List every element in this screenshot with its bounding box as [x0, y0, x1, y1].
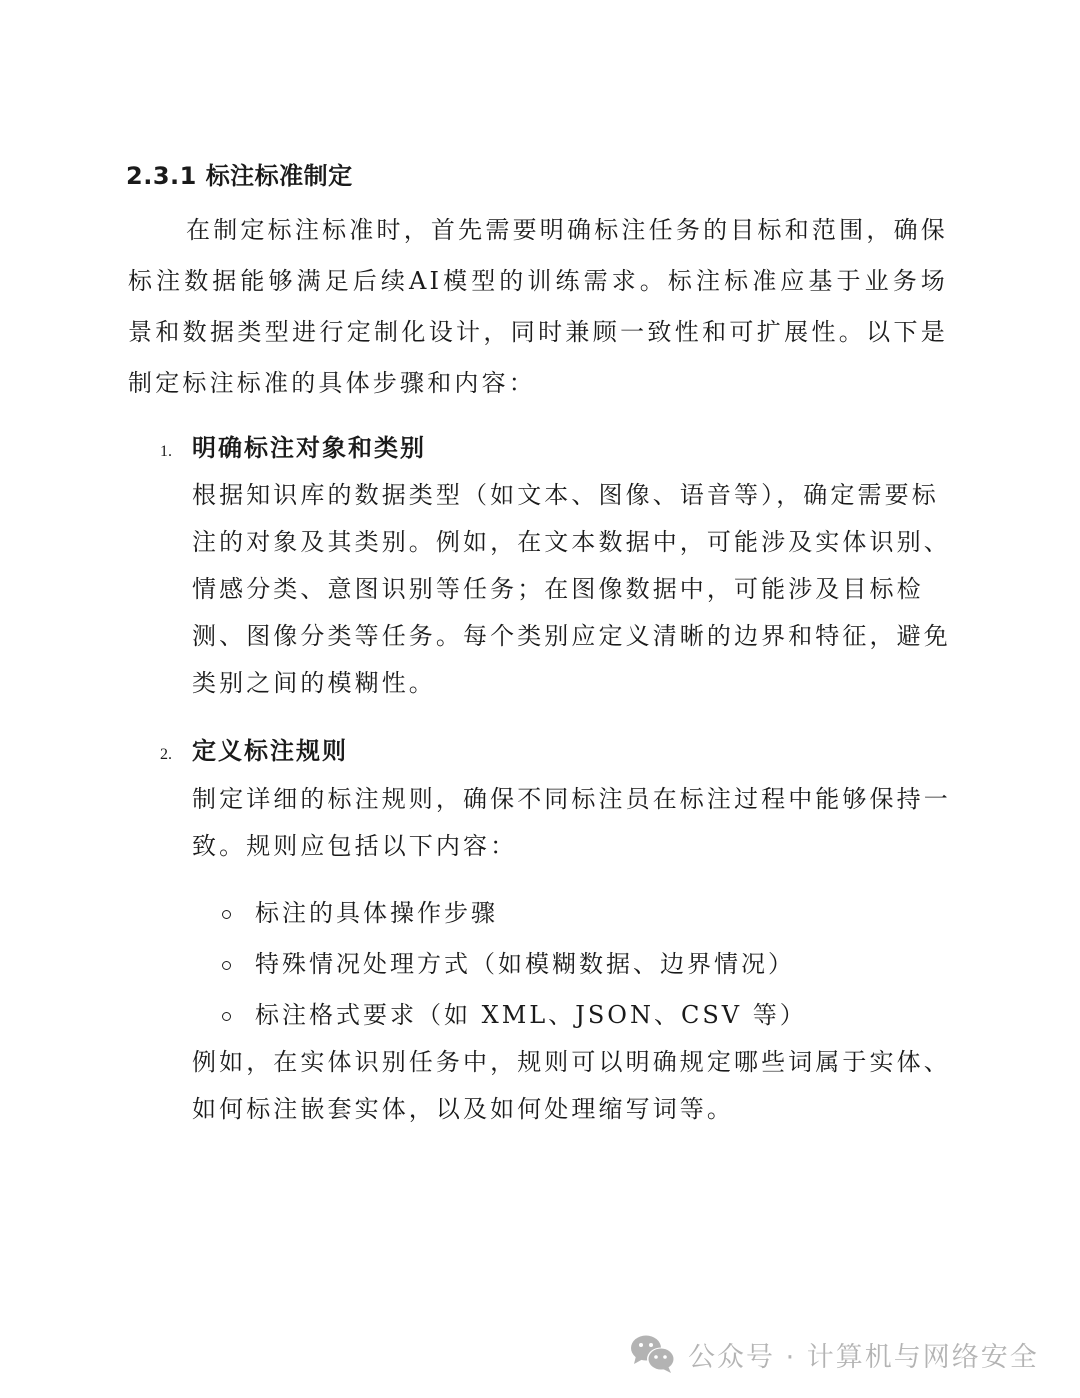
list-item-1-heading — [160, 428, 426, 463]
wechat-icon — [630, 1334, 676, 1374]
list-item-2-heading — [160, 731, 348, 766]
hollow-bullet-icon — [222, 910, 231, 919]
sub-list-item-text: 标注格式要求（如 XML、JSON、CSV 等） — [255, 1001, 807, 1029]
sub-list-item — [222, 987, 807, 1038]
watermark-text: 公众号 · 计算机与网络安全 — [688, 1341, 1039, 1373]
sub-list-item-text: 标注的具体操作步骤 — [255, 899, 498, 927]
sub-list-item-text: 特殊情况处理方式（如模糊数据、边界情况） — [255, 950, 795, 978]
list-item-1-body: 根据知识库的数据类型（如文本、图像、语音等），确定需要标注的对象及其类别。例如，在文本数据中，可能涉及实体识别、情感分类、意图识别等任务；在图像数据中，可能涉及目标检测、图像分类等任务。每个类别应定义清晰的边界和特征，避免类别之间的模糊性。 — [192, 481, 951, 697]
sub-list-item — [222, 936, 807, 987]
list-item-title: 明确标注对象和类别 — [192, 434, 426, 462]
list-item-2-body: 制定详细的标注规则，确保不同标注员在标注过程中能够保持一致。规则应包括以下内容： — [192, 785, 951, 860]
sub-list-item — [222, 885, 807, 936]
hollow-bullet-icon — [222, 1012, 231, 1021]
list-item-number: 2. — [160, 746, 172, 763]
list-item-title: 定义标注规则 — [192, 737, 348, 765]
watermark — [630, 1334, 1039, 1374]
rules-sub-list — [222, 885, 807, 1038]
intro-paragraph: 在制定标注标准时，首先需要明确标注任务的目标和范围，确保标注数据能够满足后续AI模型的训练需求。标注标准应基于业务场景和数据类型进行定制化设计，同时兼顾一致性和可扩展性。以下是制定标注标准的具体步骤和内容： — [128, 216, 948, 397]
section-heading: 2.3.1 标注标准制定 — [126, 162, 353, 190]
example-paragraph: 例如，在实体识别任务中，规则可以明确规定哪些词属于实体、如何标注嵌套实体，以及如何处理缩写词等。 — [192, 1048, 951, 1123]
list-item-number: 1. — [160, 443, 172, 460]
hollow-bullet-icon — [222, 961, 231, 970]
